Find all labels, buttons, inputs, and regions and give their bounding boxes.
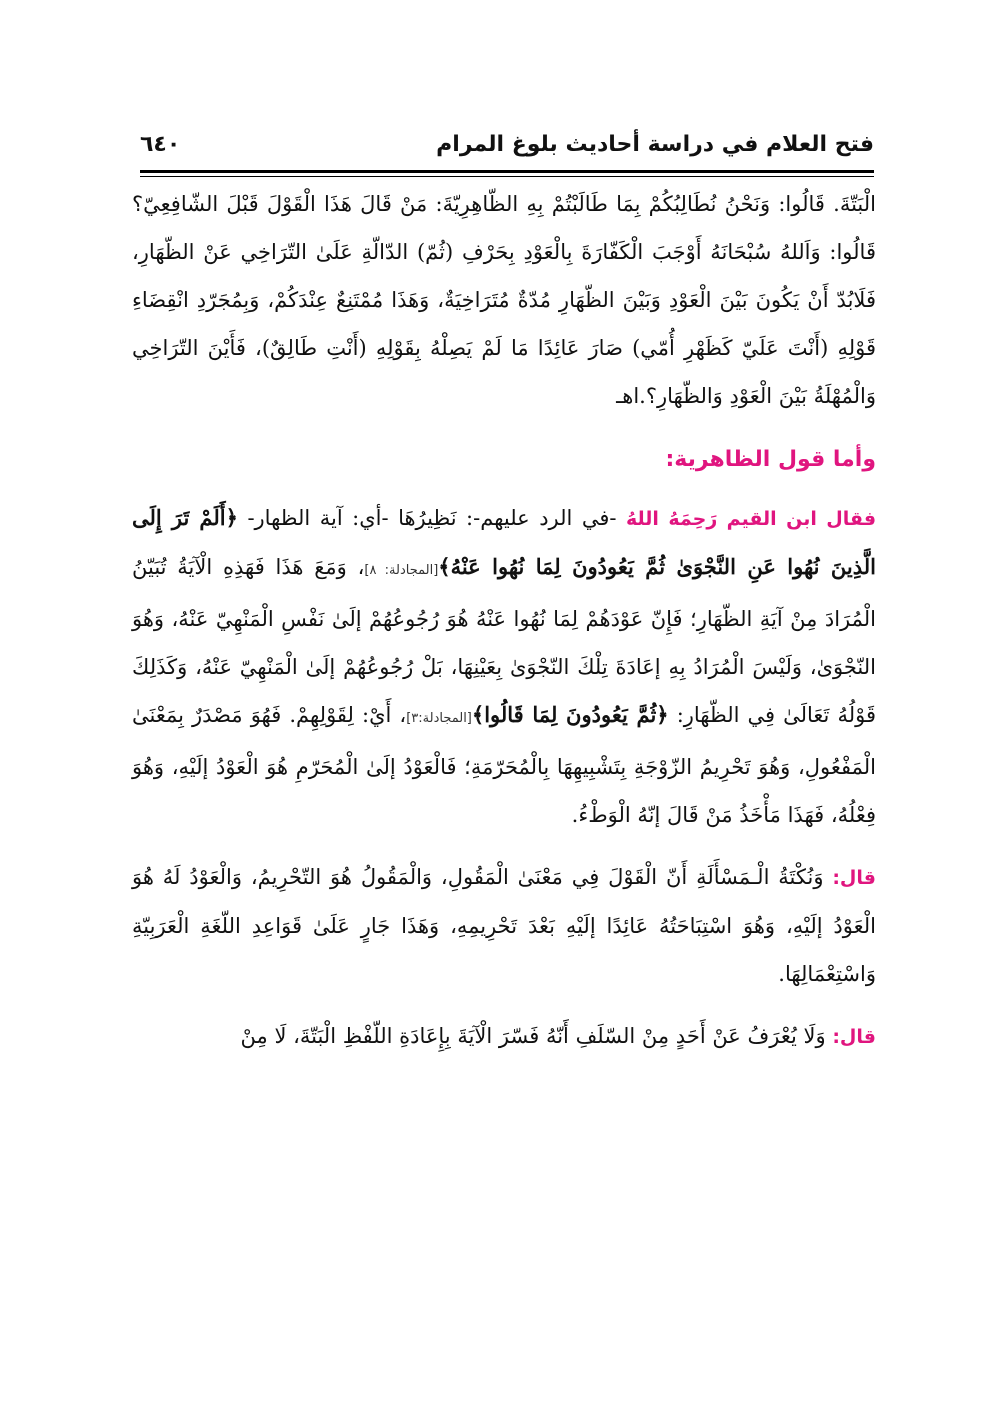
verse-reference-2: [المجادلة:٣] (406, 711, 472, 726)
header-rule-thin (140, 176, 874, 177)
header-rule-thick (140, 170, 874, 173)
running-header (140, 128, 874, 168)
section-heading: وأما قول الظاهرية: (665, 447, 876, 472)
paragraph-2-text-2: ، وَمَعَ هَذَا فَهَذِهِ الْآيَةُ تُبَيّنُ الْمُرَادَ مِنْ آيَةِ الظّهَارِ؛ فَإِنّ عَوْدَهُمْ لِمَا نُهُوا عَنْهُ هُوَ رُجُوعُهُمْ إلَىٰ نَفْسِ الْمَنْهِيّ عَنْهُ، وَهُوَ النّجْوَىٰ، وَلَيْسَ الْمُرَادُ بِهِ إعَادَةَ تِلْكَ النّجْوَىٰ بِعَيْنِهَا، بَلْ رُجُوعُهُمْ إلَىٰ الْمَنْهِيّ عَنْهُ، وَكَذَلِكَ قَوْلُهُ تَعَالَىٰ فِي الظّهَارِ: (132, 555, 876, 727)
paragraph-2-lead: فقال ابن القيم رَحِمَهُ اللهُ (626, 508, 877, 530)
page-body (132, 180, 876, 1075)
verse-reference-1: [المجادلة: ٨] (364, 563, 439, 578)
paragraph-4 (132, 1012, 876, 1061)
paragraph-2 (132, 494, 876, 839)
quran-verse-1: ﴿أَلَمْ تَرَ إِلَى الَّذِينَ نُهُوا عَنِ النَّجْوَىٰ ثُمَّ يَعُودُونَ لِمَا نُهُوا عَنْهُ﴾ (132, 505, 876, 579)
quran-verse-2: ﴿ثُمَّ يَعُودُونَ لِمَا قَالُوا﴾ (471, 702, 669, 727)
paragraph-3-text: وَنُكْتَةُ الْـمَسْأَلَةِ أَنّ الْقَوْلَ فِي مَعْنَىٰ الْمَقُولِ، وَالْمَقُولُ هُوَ التّحْرِيمُ، وَالْعَوْدُ لَهُ هُوَ الْعَوْدُ إلَيْهِ، وَهُوَ اسْتِبَاحَتُهُ عَائِدًا إلَيْهِ بَعْدَ تَحْرِيمِهِ، وَهَذَا جَارٍ عَلَىٰ قَوَاعِدِ اللّغَةِ الْعَرَبِيّةِ وَاسْتِعْمَالِهَا. (132, 865, 876, 986)
paragraph-2-text-3: ، أَيْ: لِقَوْلِهِمْ. فَهُوَ مَصْدَرٌ بِمَعْنَىٰ الْمَفْعُولِ، وَهُوَ تَحْرِيمُ الزّوْجَةِ بِتَشْبِيهِهَا بِالْمُحَرّمَةِ؛ فَالْعَوْدُ إلَىٰ الْمُحَرّمِ هُوَ الْعَوْدُ إلَيْهِ، وَهُوَ فِعْلُهُ، فَهَذَا مَأْخَذُ مَنْ قَالَ إنّهُ الْوَطْءُ. (132, 703, 876, 827)
book-title: فتح العلام في دراسة أحاديث بلوغ المرام (436, 132, 874, 157)
paragraph-2-text-1: -في الرد عليهم-: نَظِيرُهَا -أي: آية الظهار- (237, 506, 626, 530)
paragraph-3 (132, 853, 876, 998)
paragraph-3-lead: قال: (832, 867, 876, 889)
paragraph-4-text: وَلَا يُعْرَفُ عَنْ أَحَدٍ مِنْ السّلَفِ أَنّهُ فَسّرَ الْآيَةَ بِإِعَادَةِ اللّفْظِ الْبَتّةَ، لَا مِنْ (240, 1024, 833, 1048)
page-number: ٦٤٠ (140, 132, 181, 157)
paragraph-1: الْبَتّةَ. قَالُوا: وَنَحْنُ نُطَالِبُكُمْ بِمَا طَالَبْتُمْ بِهِ الظّاهِرِيّةَ: مَنْ قَالَ هَذَا الْقَوْلَ قَبْلَ الشّافِعِيّ؟ قَالُوا: وَاَللهُ سُبْحَانَهُ أَوْجَبَ الْكَفّارَةَ بِالْعَوْدِ بِحَرْفِ (ثُمّ) الدّالّةِ عَلَىٰ التّرَاخِي عَنْ الظّهَارِ، فَلَابُدّ أَنْ يَكُونَ بَيْنَ الْعَوْدِ وَبَيْنَ الظّهَارِ مُدّةٌ مُتَرَاخِيَةٌ، وَهَذَا مُمْتَنِعٌ عِنْدَكُمْ، وَبِمُجَرّدِ انْقِضَاءِ قَوْلِهِ (أَنْتَ عَلَيّ كَظَهْرِ أُمّي) صَارَ عَائِدًا مَا لَمْ يَصِلْهُ بِقَوْلِهِ (أَنْتِ طَالِقٌ)، فَأَيْنَ التّرَاخِي وَالْمُهْلَةُ بَيْنَ الْعَوْدِ وَالظّهَارِ؟.اهـ (132, 192, 876, 408)
paragraph-4-lead: قال: (832, 1026, 876, 1048)
